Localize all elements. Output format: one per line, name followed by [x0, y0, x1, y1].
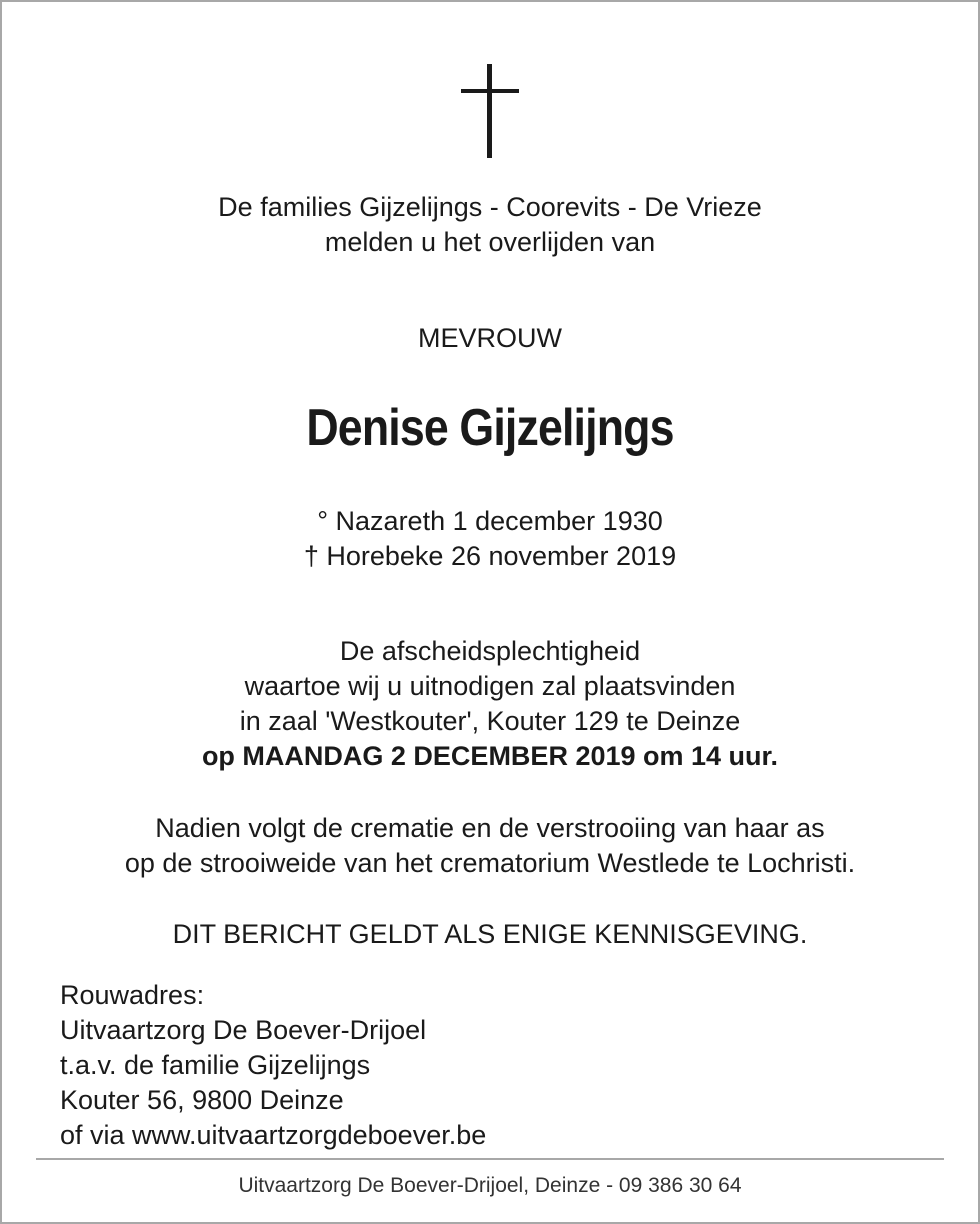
ceremony-line-2: waartoe wij u uitnodigen zal plaatsvinden	[244, 671, 736, 701]
footer-divider	[36, 1158, 944, 1160]
cremation-line-1: Nadien volgt de crematie en de verstrooiing van haar as	[155, 813, 825, 843]
title-salutation: MEVROUW	[418, 323, 562, 353]
birth-line: ° Nazareth 1 december 1930	[317, 506, 663, 536]
address-line-2: t.a.v. de familie Gijzelijngs	[60, 1050, 371, 1080]
cremation-line-2: op de strooiweide van het crematorium Westlede te Lochristi.	[124, 848, 856, 878]
ceremony-line-3: in zaal 'Westkouter', Kouter 129 te Deinze	[239, 706, 741, 736]
intro-line-1: De families Gijzelijngs - Coorevits - De Vrieze	[218, 192, 762, 222]
intro-line-2: melden u het overlijden van	[324, 227, 656, 257]
ceremony-line-1: De afscheidsplechtigheid	[339, 636, 641, 666]
deceased-name: Denise Gijzelijngs	[306, 399, 674, 457]
address-label: Rouwadres:	[60, 980, 205, 1010]
death-line: † Horebeke 26 november 2019	[303, 541, 677, 571]
address-line-3: Kouter 56, 9800 Deinze	[60, 1085, 344, 1115]
address-line-1: Uitvaartzorg De Boever-Drijoel	[60, 1015, 427, 1045]
address-website-link[interactable]: of via www.uitvaartzorgdeboever.be	[60, 1120, 487, 1150]
footer-text: Uitvaartzorg De Boever-Drijoel, Deinze - 09 386 30 64	[238, 1174, 742, 1197]
only-notice: DIT BERICHT GELDT ALS ENIGE KENNISGEVING.	[172, 919, 808, 949]
ceremony-date: op MAANDAG 2 DECEMBER 2019 om 14 uur.	[201, 741, 779, 771]
latin-cross-icon	[461, 64, 519, 158]
